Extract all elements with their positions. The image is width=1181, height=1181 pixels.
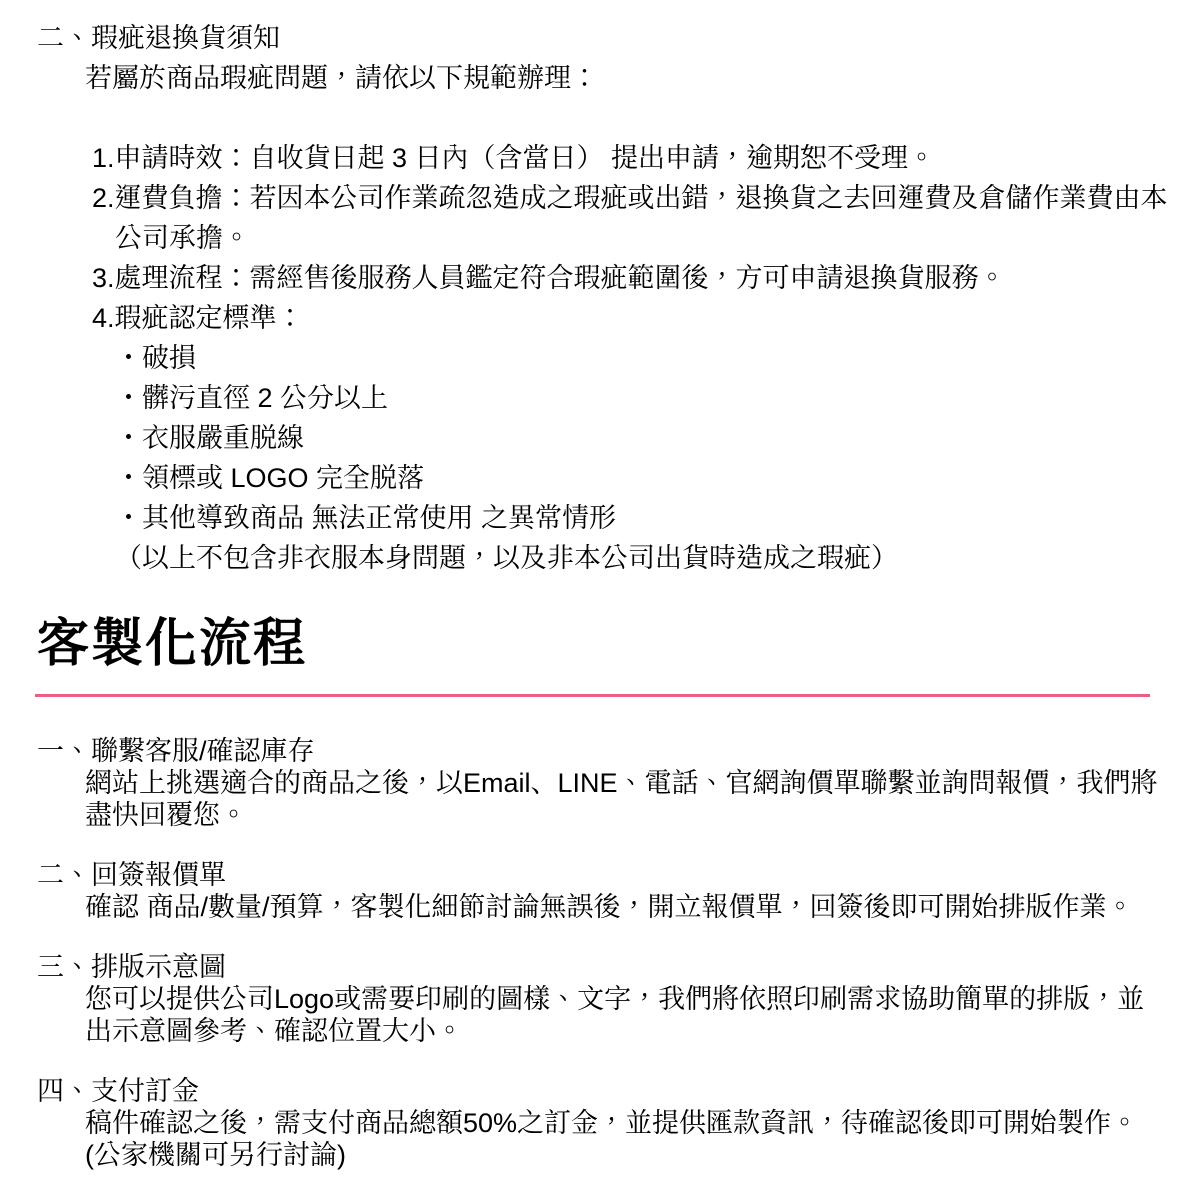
rule-shipping-cost-line2: 公司承擔。: [115, 223, 250, 253]
defect-section-title: 二、瑕疵退換貨須知: [37, 23, 280, 53]
criteria-item-damage: [0, 338, 1181, 378]
criteria-note: （以上不包含非衣服本身問題，以及非本公司出貨時造成之瑕疵）: [115, 543, 898, 573]
step-title: 三、排版示意圖: [37, 952, 226, 982]
bullet-dot-icon: ・: [115, 463, 142, 493]
criteria-text: 其他導致商品 無法正常使用 之異常情形: [142, 503, 617, 533]
bullet-dot-icon: ・: [115, 383, 142, 413]
criteria-item-loose-thread: [0, 418, 1181, 458]
criteria-text: 破損: [142, 343, 196, 373]
criteria-item-other: [0, 498, 1181, 538]
step-sign-quotation: [0, 859, 1181, 923]
step-pay-deposit: [0, 1075, 1181, 1171]
step-text: 出示意圖參考、確認位置大小。: [85, 1016, 463, 1046]
step-title: 二、回簽報價單: [37, 860, 226, 890]
bullet-dot-icon: ・: [115, 423, 142, 453]
defect-return-notice-section: [0, 0, 1181, 578]
step-contact-support: [0, 735, 1181, 831]
criteria-text: 領標或 LOGO 完全脱落: [142, 463, 425, 493]
step-text: 確認 商品/數量/預算，客製化細節討論無誤後，開立報價單，回簽後即可開始排版作業。: [85, 892, 1134, 922]
rule-shipping-cost-line1: 2.運費負擔：若因本公司作業疏忽造成之瑕疵或出錯，退換貨之去回運費及倉儲作業費由本: [92, 183, 1168, 213]
step-text: (公家機關可另行討論): [85, 1140, 346, 1170]
step-text: 網站上挑選適合的商品之後，以Email、LINE、電話、官網詢價單聯繫並詢問報價，我們將: [85, 768, 1158, 798]
criteria-text: 衣服嚴重脱線: [142, 423, 304, 453]
step-text: 盡快回覆您。: [85, 800, 247, 830]
rule-application-period: 1.申請時效：自收貨日起 3 日內（含當日） 提出申請，逾期恕不受理。: [92, 143, 936, 173]
step-title: 四、支付訂金: [37, 1076, 199, 1106]
rule-handling-process: 3.處理流程：需經售後服務人員鑑定符合瑕疵範圍後，方可申請退換貨服務。: [92, 263, 1006, 293]
criteria-item-label-logo: [0, 458, 1181, 498]
customization-process-section: [0, 735, 1181, 1171]
bullet-dot-icon: ・: [115, 343, 142, 373]
step-text: 稿件確認之後，需支付商品總額50%之訂金，並提供匯款資訊，待確認後即可開始製作。: [85, 1108, 1139, 1138]
criteria-text: 髒污直徑 2 公分以上: [142, 383, 389, 413]
spacer: [0, 98, 1181, 138]
bullet-dot-icon: ・: [115, 503, 142, 533]
criteria-item-stain: [0, 378, 1181, 418]
pink-divider: [35, 694, 1150, 697]
step-title: 一、聯繫客服/確認庫存: [37, 736, 315, 766]
rule-criteria-heading: 4.瑕疵認定標準：: [92, 303, 304, 333]
step-text: 您可以提供公司Logo或需要印刷的圖樣、文字，我們將依照印刷需求協助簡單的排版，並: [85, 984, 1145, 1014]
step-layout-mockup: [0, 951, 1181, 1047]
customization-process-heading: 客製化流程: [37, 615, 308, 673]
defect-section-intro: 若屬於商品瑕疵問題，請依以下規範辦理：: [85, 63, 598, 93]
